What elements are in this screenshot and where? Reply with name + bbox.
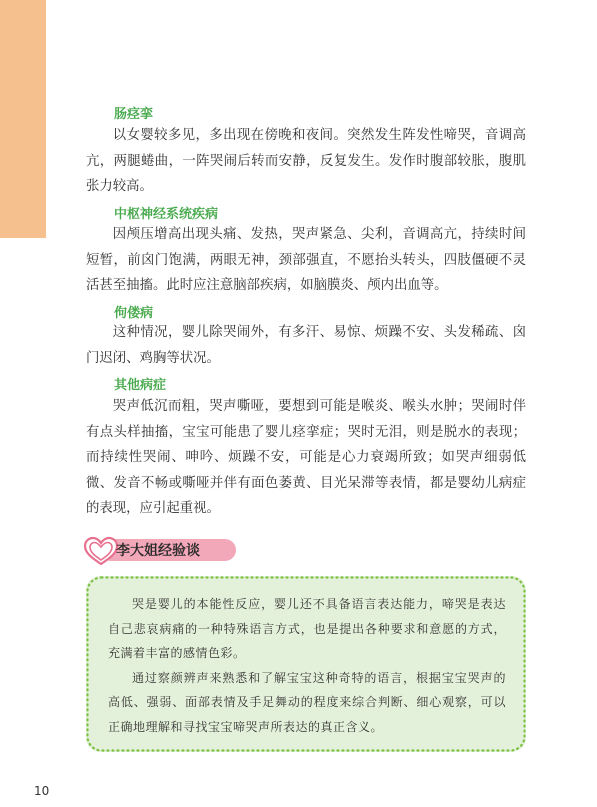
experience-paragraph: 通过察颜辨声来熟悉和了解宝宝这种奇特的语言，根据宝宝哭声的高低、强弱、面部表情及手足舞动的程度来综合判断、细心观察，可以正确地理解和寻找宝宝啼哭声所表达的真正含义。	[108, 670, 506, 734]
experience-text	[108, 592, 506, 739]
section-text-intestinal-colic: 以女婴较多见，多出现在傍晚和夜间。突然发生阵发性啼哭，音调高亢，两腿蜷曲，一阵哭闹后转而安静，反复发生。发作时腹部较胀，腹肌张力较高。	[86, 128, 526, 194]
section-text-cns-disease: 因颅压增高出现头痛、发热，哭声紧急、尖利，音调高亢，持续时间短暂，前囟门饱满，两眼无神，颈部强直，不愿抬头转头，四肢僵硬不灵活甚至抽搐。此时应注意脑部疾病，如脑膜炎、颅内出血等。	[86, 227, 526, 293]
experience-header	[82, 536, 242, 566]
heart-icon	[82, 536, 120, 566]
section-title-other: 其他病症	[114, 378, 167, 393]
corner-tab	[0, 0, 46, 238]
section-title-cns-disease: 中枢神经系统疾病	[114, 207, 219, 222]
section-title-rickets: 佝偻病	[114, 306, 154, 321]
experience-paragraph: 哭是婴儿的本能性反应，婴儿还不具备语言表达能力，啼哭是表达自己悲哀病痛的一种特殊语言方式，也是提出各种要求和意愿的方式，充满着丰富的感情色彩。	[108, 597, 506, 660]
section-text-rickets: 这种情况，婴儿除哭闹外，有多汗、易惊、烦躁不安、头发稀疏、囟门迟闭、鸡胸等状况。	[86, 325, 526, 366]
experience-box	[86, 576, 526, 752]
section-text-other: 哭声低沉而粗，哭声嘶哑，要想到可能是喉炎、喉头水肿；哭闹时伴有点头样抽搐，宝宝可能患了婴儿痉挛症；哭时无泪，则是脱水的表现；而持续性哭闹、呻吟、烦躁不安，可能是心力衰竭所致；如哭声细弱低微、发音不畅或嘶哑并伴有面色萎黄、目光呆滞等表情，都是婴幼儿病症的表现，应引起重视。	[86, 399, 526, 516]
page-number: 10	[34, 784, 50, 798]
section-title-intestinal-colic: 肠痉挛	[114, 107, 154, 122]
experience-title: 李大姐经验谈	[116, 543, 200, 559]
